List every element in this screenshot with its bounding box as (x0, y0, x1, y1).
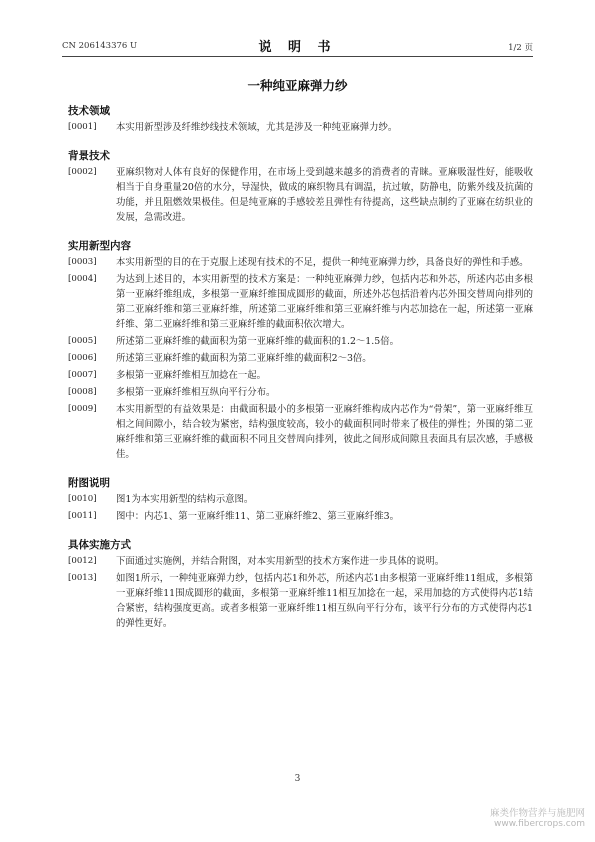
patent-number: CN 206143376 U (62, 41, 138, 51)
paragraph (68, 571, 533, 631)
section-heading: 背景技术 (68, 150, 110, 162)
paragraph-number: [0007] (68, 370, 97, 380)
paragraph (68, 368, 533, 383)
paragraph-text: 图中：内芯1、第一亚麻纤维11、第二亚麻纤维2、第三亚麻纤维3。 (116, 511, 399, 522)
section-drawings-description (68, 476, 533, 524)
paragraph-text: 所述第三亚麻纤维的截面积为第二亚麻纤维的截面积2～3倍。 (116, 353, 372, 364)
page-number: 3 (294, 774, 301, 784)
document-title: 一种纯亚麻弹力纱 (247, 78, 348, 93)
paragraph-text: 多根第一亚麻纤维相互纵向平行分布。 (116, 387, 276, 398)
paragraph (68, 255, 533, 270)
paragraph-text: 图1为本实用新型的结构示意图。 (116, 494, 254, 505)
paragraph-text: 多根第一亚麻纤维相互加捻在一起。 (116, 370, 267, 381)
paragraph-text: 所述第二亚麻纤维的截面积为第一亚麻纤维的截面积的1.2～1.5倍。 (116, 336, 399, 347)
paragraph-number: [0006] (68, 353, 97, 363)
paragraph-text: 如图1所示，一种纯亚麻弹力纱，包括内芯1和外芯，所述内芯1由多根第一亚麻纤维11组成，多根第一亚麻纤维11围成圆形的截面，多根第一亚麻纤维11相互加捻在一起，采用加捻的方式使得内芯1结合紧密，结构强度更高。或者多根第一亚麻纤维11相互纵向平行分布，该平行分布的方式使得内芯1的弹性更好。 (116, 573, 533, 629)
section-technical-field (68, 104, 533, 135)
section-background (68, 149, 533, 225)
paragraph-number: [0011] (68, 511, 97, 521)
paragraph-text: 为达到上述目的，本实用新型的技术方案是：一种纯亚麻弹力纱，包括内芯和外芯，所述内芯由多根第一亚麻纤维组成，多根第一亚麻纤维围成圆形的截面，所述外芯包括沿着内芯外围交替周向排列的第二亚麻纤维和第三亚麻纤维，所述第二亚麻纤维和第三亚麻纤维与内芯加捻在一起，所述第一亚麻纤维、第二亚麻纤维和第三亚麻纤维的截面积依次增大。 (116, 274, 533, 330)
header-divider (62, 56, 533, 57)
paragraph (68, 509, 533, 524)
paragraph-number: [0002] (68, 167, 97, 177)
paragraph-number: [0010] (68, 494, 97, 504)
paragraph-text: 本实用新型涉及纤维纱线技术领域，尤其是涉及一种纯亚麻弹力纱。 (116, 122, 398, 133)
paragraph (68, 120, 533, 135)
paragraph-number: [0013] (68, 573, 97, 583)
paragraph-number: [0005] (68, 336, 97, 346)
document-body (68, 104, 533, 645)
paragraph-number: [0012] (68, 556, 97, 566)
watermark-site-name: 麻类作物营养与施肥网 (489, 808, 585, 819)
page-indicator: 1/2 页 (508, 43, 533, 53)
section-heading: 具体实施方式 (68, 539, 131, 551)
paragraph-number: [0003] (68, 257, 97, 267)
site-watermark (490, 808, 585, 830)
section-heading: 实用新型内容 (68, 240, 131, 252)
paragraph (68, 554, 533, 569)
paragraph (68, 402, 533, 462)
paragraph (68, 385, 533, 400)
paragraph-number: [0004] (68, 274, 97, 284)
paragraph-text: 本实用新型的目的在于克服上述现有技术的不足，提供一种纯亚麻弹力纱，具备良好的弹性和手感。 (116, 257, 529, 268)
paragraph-number: [0001] (68, 122, 97, 132)
section-heading: 技术领域 (68, 105, 110, 117)
section-embodiments (68, 538, 533, 631)
paragraph (68, 492, 533, 507)
paragraph-text: 下面通过实施例，并结合附图，对本实用新型的技术方案作进一步具体的说明。 (116, 556, 445, 567)
paragraph (68, 334, 533, 349)
watermark-url: www.fibercrops.com (494, 819, 585, 829)
paragraph (68, 351, 533, 366)
paragraph (68, 165, 533, 225)
section-utility-model-content (68, 239, 533, 462)
section-heading: 附图说明 (68, 477, 110, 489)
page-header (62, 36, 533, 54)
paragraph (68, 272, 533, 332)
paragraph-number: [0008] (68, 387, 97, 397)
paragraph-text: 本实用新型的有益效果是：由截面积最小的多根第一亚麻纤维构成内芯作为“骨架”，第一亚麻纤维互相之间间隙小，结合较为紧密，结构强度较高，较小的截面积同时带来了极佳的弹性；外围的第二亚麻纤维和第三亚麻纤维的截面积不同且交替周向排列，彼此之间形成间隙且表面具有层次感，手感极佳。 (116, 404, 533, 460)
paragraph-number: [0009] (68, 404, 97, 414)
document-type: 说 明 书 (258, 40, 337, 55)
paragraph-text: 亚麻织物对人体有良好的保健作用，在市场上受到越来越多的消费者的青睐。亚麻吸湿性好，能吸收相当于自身重量20倍的水分，导湿快，做成的麻织物具有调温，抗过敏，防静电，防紫外线及抗菌的功能，并且阻燃效果极佳。但是纯亚麻的手感较差且弹性有待提高，这些缺点制约了亚麻在纺织业的发展，急需改进。 (116, 167, 533, 223)
